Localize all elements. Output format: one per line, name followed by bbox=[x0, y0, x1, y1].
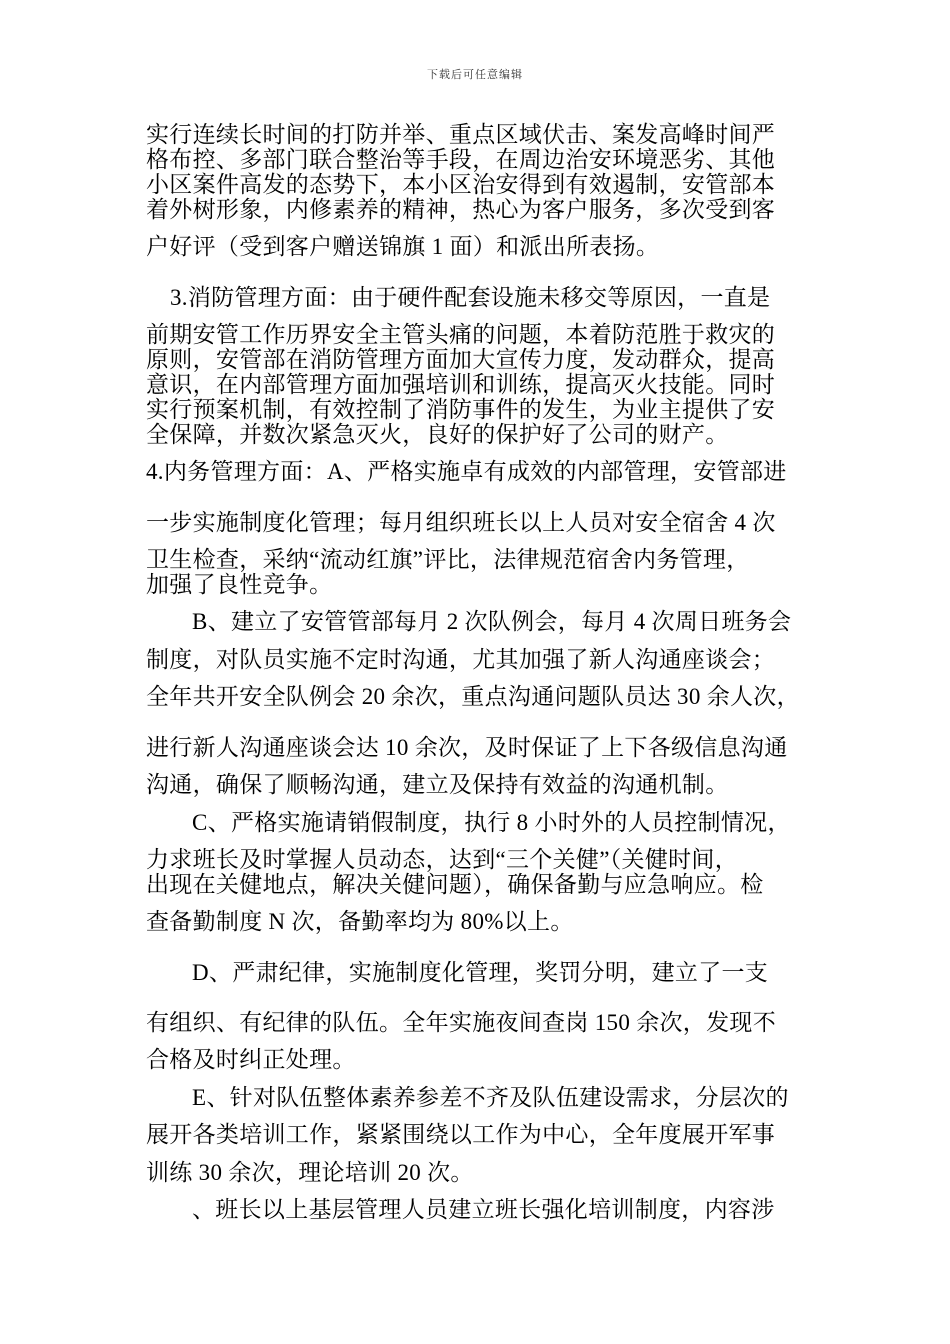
text-line: 着外树形象，内修素养的精神，热心为客户服务，多次受到客 bbox=[146, 197, 776, 222]
text-line: 展开各类培训工作，紧紧围绕以工作为中心，全年度展开军事 bbox=[146, 1122, 776, 1147]
text-line: 原则，安管部在消防管理方面加大宣传力度，发动群众，提高 bbox=[146, 347, 776, 372]
text-line: 4.内务管理方面：A、严格实施卓有成效的内部管理，安管部进 bbox=[146, 459, 787, 484]
text-line: 实行预案机制，有效控制了消防事件的发生，为业主提供了安 bbox=[146, 397, 776, 422]
text-line: 户好评（受到客户赠送锦旗 1 面）和派出所表扬。 bbox=[146, 234, 660, 259]
page-header-note: 下载后可任意编辑 bbox=[427, 69, 523, 81]
text-line: 全年共开安全队例会 20 余次，重点沟通问题队员达 30 余人次， bbox=[146, 684, 800, 709]
text-line: D、严肃纪律，实施制度化管理，奖罚分明，建立了一支 bbox=[192, 960, 769, 985]
text-line: 有组织、有纪律的队伍。全年实施夜间查岗 150 余次，发现不 bbox=[146, 1010, 776, 1035]
text-line: 合格及时纠正处理。 bbox=[146, 1047, 356, 1072]
text-line: 小区案件高发的态势下，本小区治安得到有效遏制，安管部本 bbox=[146, 172, 776, 197]
text-line: 加强了良性竞争。 bbox=[146, 572, 333, 597]
text-line: 进行新人沟通座谈会达 10 余次，及时保证了上下各级信息沟通 bbox=[146, 735, 788, 760]
text-line: 3.消防管理方面：由于硬件配套设施未移交等原因，一直是 bbox=[170, 285, 771, 310]
text-line: 实行连续长时间的打防并举、重点区域伏击、案发高峰时间严 bbox=[146, 122, 776, 147]
text-line: 一步实施制度化管理；每月组织班长以上人员对安全宿舍 4 次 bbox=[146, 510, 776, 535]
text-line: E、针对队伍整体素养参差不齐及队伍建设需求，分层次的 bbox=[192, 1085, 789, 1110]
text-line: 训练 30 余次，理论培训 20 次。 bbox=[146, 1160, 474, 1185]
text-line: 查备勤制度 N 次，备勤率均为 80%以上。 bbox=[146, 909, 574, 934]
text-line: 前期安管工作历界安全主管头痛的问题，本着防范胜于救灾的 bbox=[146, 322, 776, 347]
text-line: 全保障，并数次紧急灭火，良好的保护好了公司的财产。 bbox=[146, 422, 729, 447]
text-line: 力求班长及时掌握人员动态，达到“三个关健”（关健时间， bbox=[146, 847, 739, 872]
text-line: B、建立了安管管部每月 2 次队例会，每月 4 次周日班务会 bbox=[192, 609, 792, 634]
text-line: 格布控、多部门联合整治等手段，在周边治安环境恶劣、其他 bbox=[146, 147, 776, 172]
text-line: 卫生检查，采纳“流动红旗”评比，法律规范宿舍内务管理， bbox=[146, 547, 750, 572]
text-line: 沟通，确保了顺畅沟通，建立及保持有效益的沟通机制。 bbox=[146, 772, 729, 797]
text-line: 出现在关健地点，解决关健问题），确保备勤与应急响应。检 bbox=[146, 872, 764, 897]
text-line: 意识，在内部管理方面加强培训和训练，提高灭火技能。同时 bbox=[146, 372, 776, 397]
text-line: C、严格实施请销假制度，执行 8 小时外的人员控制情况， bbox=[192, 810, 791, 835]
text-line: 制度，对队员实施不定时沟通，尤其加强了新人沟通座谈会； bbox=[146, 647, 776, 672]
text-line: 、班长以上基层管理人员建立班长强化培训制度，内容涉 bbox=[192, 1197, 775, 1222]
